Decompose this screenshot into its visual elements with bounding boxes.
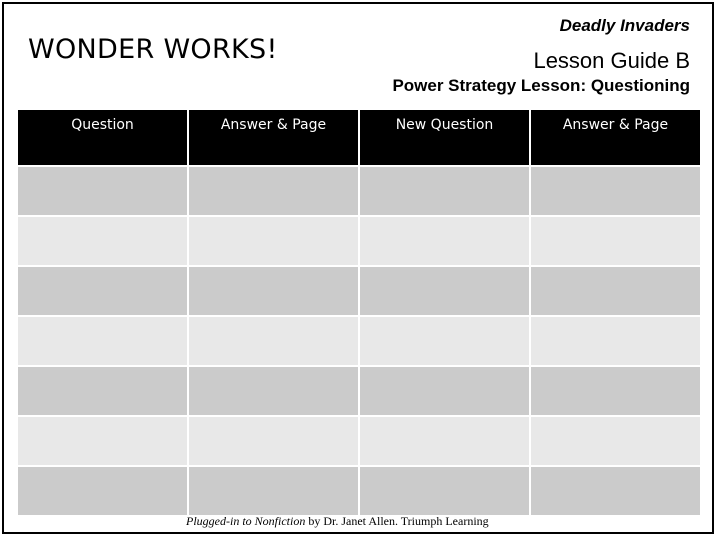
table-cell[interactable]	[18, 367, 187, 415]
table-cell[interactable]	[18, 167, 187, 215]
book-title: Deadly Invaders	[559, 16, 690, 35]
table-cell[interactable]	[531, 417, 700, 465]
table-cell[interactable]	[18, 317, 187, 365]
table-row	[18, 467, 700, 515]
column-header-new-question: New Question	[360, 110, 529, 165]
column-header-answer-page: Answer & Page	[189, 110, 358, 165]
table-cell[interactable]	[18, 217, 187, 265]
table-header-row	[18, 110, 700, 165]
column-header-answer-page-2: Answer & Page	[531, 110, 700, 165]
strategy-subtitle: Power Strategy Lesson: Questioning	[392, 76, 690, 95]
table-cell[interactable]	[360, 217, 529, 265]
table-cell[interactable]	[189, 467, 358, 515]
table-row	[18, 267, 700, 315]
table-cell[interactable]	[189, 367, 358, 415]
brand-title: WONDER WORKS!	[28, 34, 278, 65]
table-cell[interactable]	[360, 267, 529, 315]
table-body	[18, 167, 700, 515]
table-cell[interactable]	[360, 467, 529, 515]
guide-title: Lesson Guide B	[533, 48, 690, 73]
table-cell[interactable]	[360, 317, 529, 365]
table-row	[18, 317, 700, 365]
table-cell[interactable]	[189, 167, 358, 215]
table-cell[interactable]	[360, 367, 529, 415]
questioning-table	[16, 108, 702, 517]
table-cell[interactable]	[18, 417, 187, 465]
table-cell[interactable]	[531, 167, 700, 215]
table-cell[interactable]	[18, 467, 187, 515]
table-cell[interactable]	[18, 267, 187, 315]
table-row	[18, 167, 700, 215]
table-row	[18, 417, 700, 465]
table-cell[interactable]	[360, 167, 529, 215]
footer-book-title: Plugged-in to Nonfiction	[186, 514, 306, 528]
table-cell[interactable]	[531, 367, 700, 415]
table-cell[interactable]	[531, 467, 700, 515]
table-cell[interactable]	[531, 217, 700, 265]
table-cell[interactable]	[531, 317, 700, 365]
footer-author-publisher: by Dr. Janet Allen. Triumph Learning	[305, 514, 489, 528]
table-cell[interactable]	[189, 267, 358, 315]
table-cell[interactable]	[189, 417, 358, 465]
table-row	[18, 367, 700, 415]
table-cell[interactable]	[360, 417, 529, 465]
table-cell[interactable]	[189, 217, 358, 265]
table-cell[interactable]	[189, 317, 358, 365]
table-row	[18, 217, 700, 265]
table-cell[interactable]	[531, 267, 700, 315]
column-header-question: Question	[18, 110, 187, 165]
footer-credit	[186, 514, 489, 529]
